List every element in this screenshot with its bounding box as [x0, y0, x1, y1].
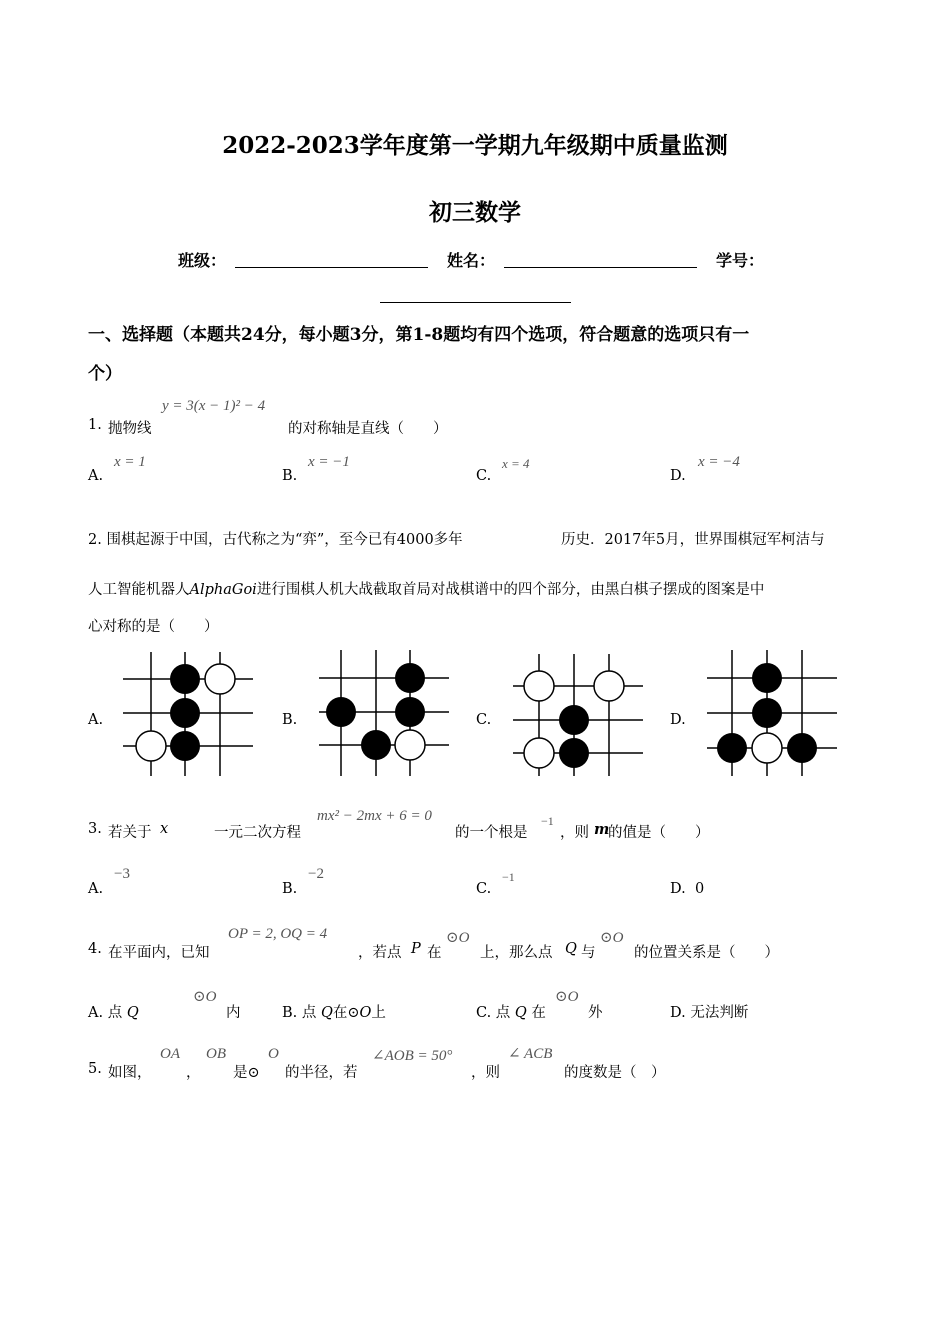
- q4-text-5: 的位置关系是（ ）: [634, 945, 779, 961]
- q3-option-a-value: −3: [114, 866, 130, 882]
- q5-comma: ，: [186, 1065, 201, 1081]
- id-label: 学号：: [716, 251, 765, 270]
- black-stone: [559, 738, 589, 768]
- q4-option-a-circle: ⊙O: [193, 989, 217, 1005]
- q1-option-b-value: x = −1: [308, 454, 350, 470]
- name-label: 姓名：: [447, 251, 496, 270]
- q5-ob: OB: [206, 1046, 226, 1062]
- black-stone: [170, 698, 200, 728]
- q4-text: 在平面内，已知: [108, 945, 210, 961]
- q3-option-b-label: B.: [282, 881, 298, 897]
- q2-text-line1: 2. 围棋起源于中国，古代称之为“弈”，至今已有4000多年: [88, 532, 463, 548]
- section-heading: 一、选择题（本题共24分，每小题3分，第1-8题均有四个选项，符合题意的选项只有一: [88, 325, 750, 345]
- white-stone: [752, 733, 782, 763]
- q4-formula: OP = 2, OQ = 4: [228, 926, 328, 942]
- q3-var-x: x: [160, 821, 169, 837]
- q4-option-c: C. 点 Q 在: [476, 1005, 546, 1021]
- white-stone: [395, 730, 425, 760]
- page-subtitle: 初三数学: [429, 199, 521, 226]
- q1-option-d-label: D.: [670, 468, 686, 484]
- white-stone: [594, 671, 624, 701]
- q2-text-line1-cont: 历史．2017年5月，世界围棋冠军柯洁与: [561, 532, 825, 548]
- black-stone: [559, 705, 589, 735]
- q4-text-4: 与: [581, 945, 596, 961]
- q5-o: O: [268, 1046, 279, 1062]
- q5-oa: OA: [160, 1046, 180, 1062]
- white-stone: [524, 671, 554, 701]
- black-stone: [395, 663, 425, 693]
- page-title: 2022-2023学年度第一学期九年级期中质量监测: [222, 132, 728, 159]
- q3-text-post1: 的一个根是: [455, 825, 528, 841]
- black-stone: [170, 731, 200, 761]
- q4-circle-o-2: ⊙O: [600, 930, 624, 946]
- q5-text: 如图，: [108, 1065, 152, 1081]
- q5-text-2: 的半径，若: [285, 1065, 358, 1081]
- go-board-d: [707, 650, 837, 776]
- id-blank[interactable]: [380, 302, 571, 303]
- q4-option-b: B. 点 Q在⊙O上: [282, 1005, 386, 1021]
- q1-option-c-value: x = 4: [502, 456, 530, 471]
- class-label: 班级：: [178, 251, 227, 270]
- q3-option-b-value: −2: [308, 866, 324, 882]
- q5-angle-acb: ∠ ACB: [508, 1046, 553, 1062]
- q3-number: 3.: [88, 821, 102, 837]
- black-stone: [752, 698, 782, 728]
- q4-text-2: 在: [427, 945, 442, 961]
- black-stone: [752, 663, 782, 693]
- black-stone: [717, 733, 747, 763]
- q1-text: 抛物线: [108, 421, 152, 437]
- q1-option-b-label: B.: [282, 468, 298, 484]
- q5-angle-aob: ∠AOB = 50°: [372, 1048, 453, 1064]
- q1-number: 1.: [88, 417, 102, 433]
- q4-point-q: Q: [565, 941, 577, 957]
- white-stone: [524, 738, 554, 768]
- q1-option-a-value: x = 1: [114, 454, 146, 470]
- name-blank[interactable]: [504, 267, 697, 268]
- q5-text-4: 的度数是（ ）: [564, 1065, 666, 1081]
- black-stone: [170, 664, 200, 694]
- black-stone: [361, 730, 391, 760]
- q2-option-d-label: D.: [670, 712, 686, 728]
- class-blank[interactable]: [235, 267, 428, 268]
- go-board-a: [123, 652, 253, 776]
- q1-option-d-value: x = −4: [698, 454, 740, 470]
- black-stone: [395, 697, 425, 727]
- black-stone: [326, 697, 356, 727]
- white-stone: [136, 731, 166, 761]
- q1-formula: y = 3(x − 1)² − 4: [162, 398, 266, 414]
- q3-option-a-label: A.: [88, 881, 104, 897]
- q4-number: 4.: [88, 941, 102, 957]
- q2-text-line3: 心对称的是（ ）: [88, 619, 219, 635]
- q5-number: 5.: [88, 1061, 102, 1077]
- q3-root: −1: [541, 814, 554, 828]
- q2-option-c-label: C.: [476, 712, 492, 728]
- q2-option-b-label: B.: [282, 712, 298, 728]
- q5-text-1: 是⊙: [233, 1065, 260, 1081]
- q1-option-a-label: A.: [88, 468, 104, 484]
- q4-option-c-post: 外: [588, 1005, 603, 1021]
- q2-text-line2: 人工智能机器人AlphaGoi进行围棋人机大战截取首局对战棋谱中的四个部分，由黑白棋子摆成的图案是中: [88, 582, 765, 598]
- q2-option-a-label: A.: [88, 712, 104, 728]
- white-stone: [205, 664, 235, 694]
- q4-text-1: ，若点: [358, 945, 402, 961]
- q4-text-3: 上，那么点: [480, 945, 553, 961]
- q3-formula: mx² − 2mx + 6 = 0: [317, 808, 432, 824]
- q4-option-a-post: 内: [226, 1005, 241, 1021]
- q3-text-mid: 一元二次方程: [214, 825, 301, 841]
- q1-option-c-label: C.: [476, 468, 492, 484]
- q3-option-d-label: D.: [670, 881, 686, 897]
- q3-text-post2: ，则: [560, 825, 589, 841]
- q4-circle-o-1: ⊙O: [446, 930, 470, 946]
- section-heading-cont: 个）: [88, 364, 122, 384]
- q4-option-d: D. 无法判断: [670, 1005, 749, 1021]
- q3-text: 若关于: [108, 825, 152, 841]
- q3-var-m: m: [594, 821, 610, 838]
- q3-option-c-label: C.: [476, 881, 492, 897]
- q3-option-c-value: −1: [502, 870, 515, 884]
- q5-text-3: ，则: [471, 1065, 500, 1081]
- q3-option-d-value: 0: [695, 881, 705, 897]
- black-stone: [787, 733, 817, 763]
- q4-option-a: A. 点 Q: [88, 1005, 139, 1021]
- go-board-b: [319, 650, 449, 776]
- q3-text-post3: 的值是（ ）: [608, 825, 710, 841]
- q1-text-post: 的对称轴是直线（ ）: [288, 421, 448, 437]
- q4-point-p: P: [411, 941, 421, 957]
- go-board-c: [513, 654, 643, 776]
- q4-option-c-circle: ⊙O: [555, 989, 579, 1005]
